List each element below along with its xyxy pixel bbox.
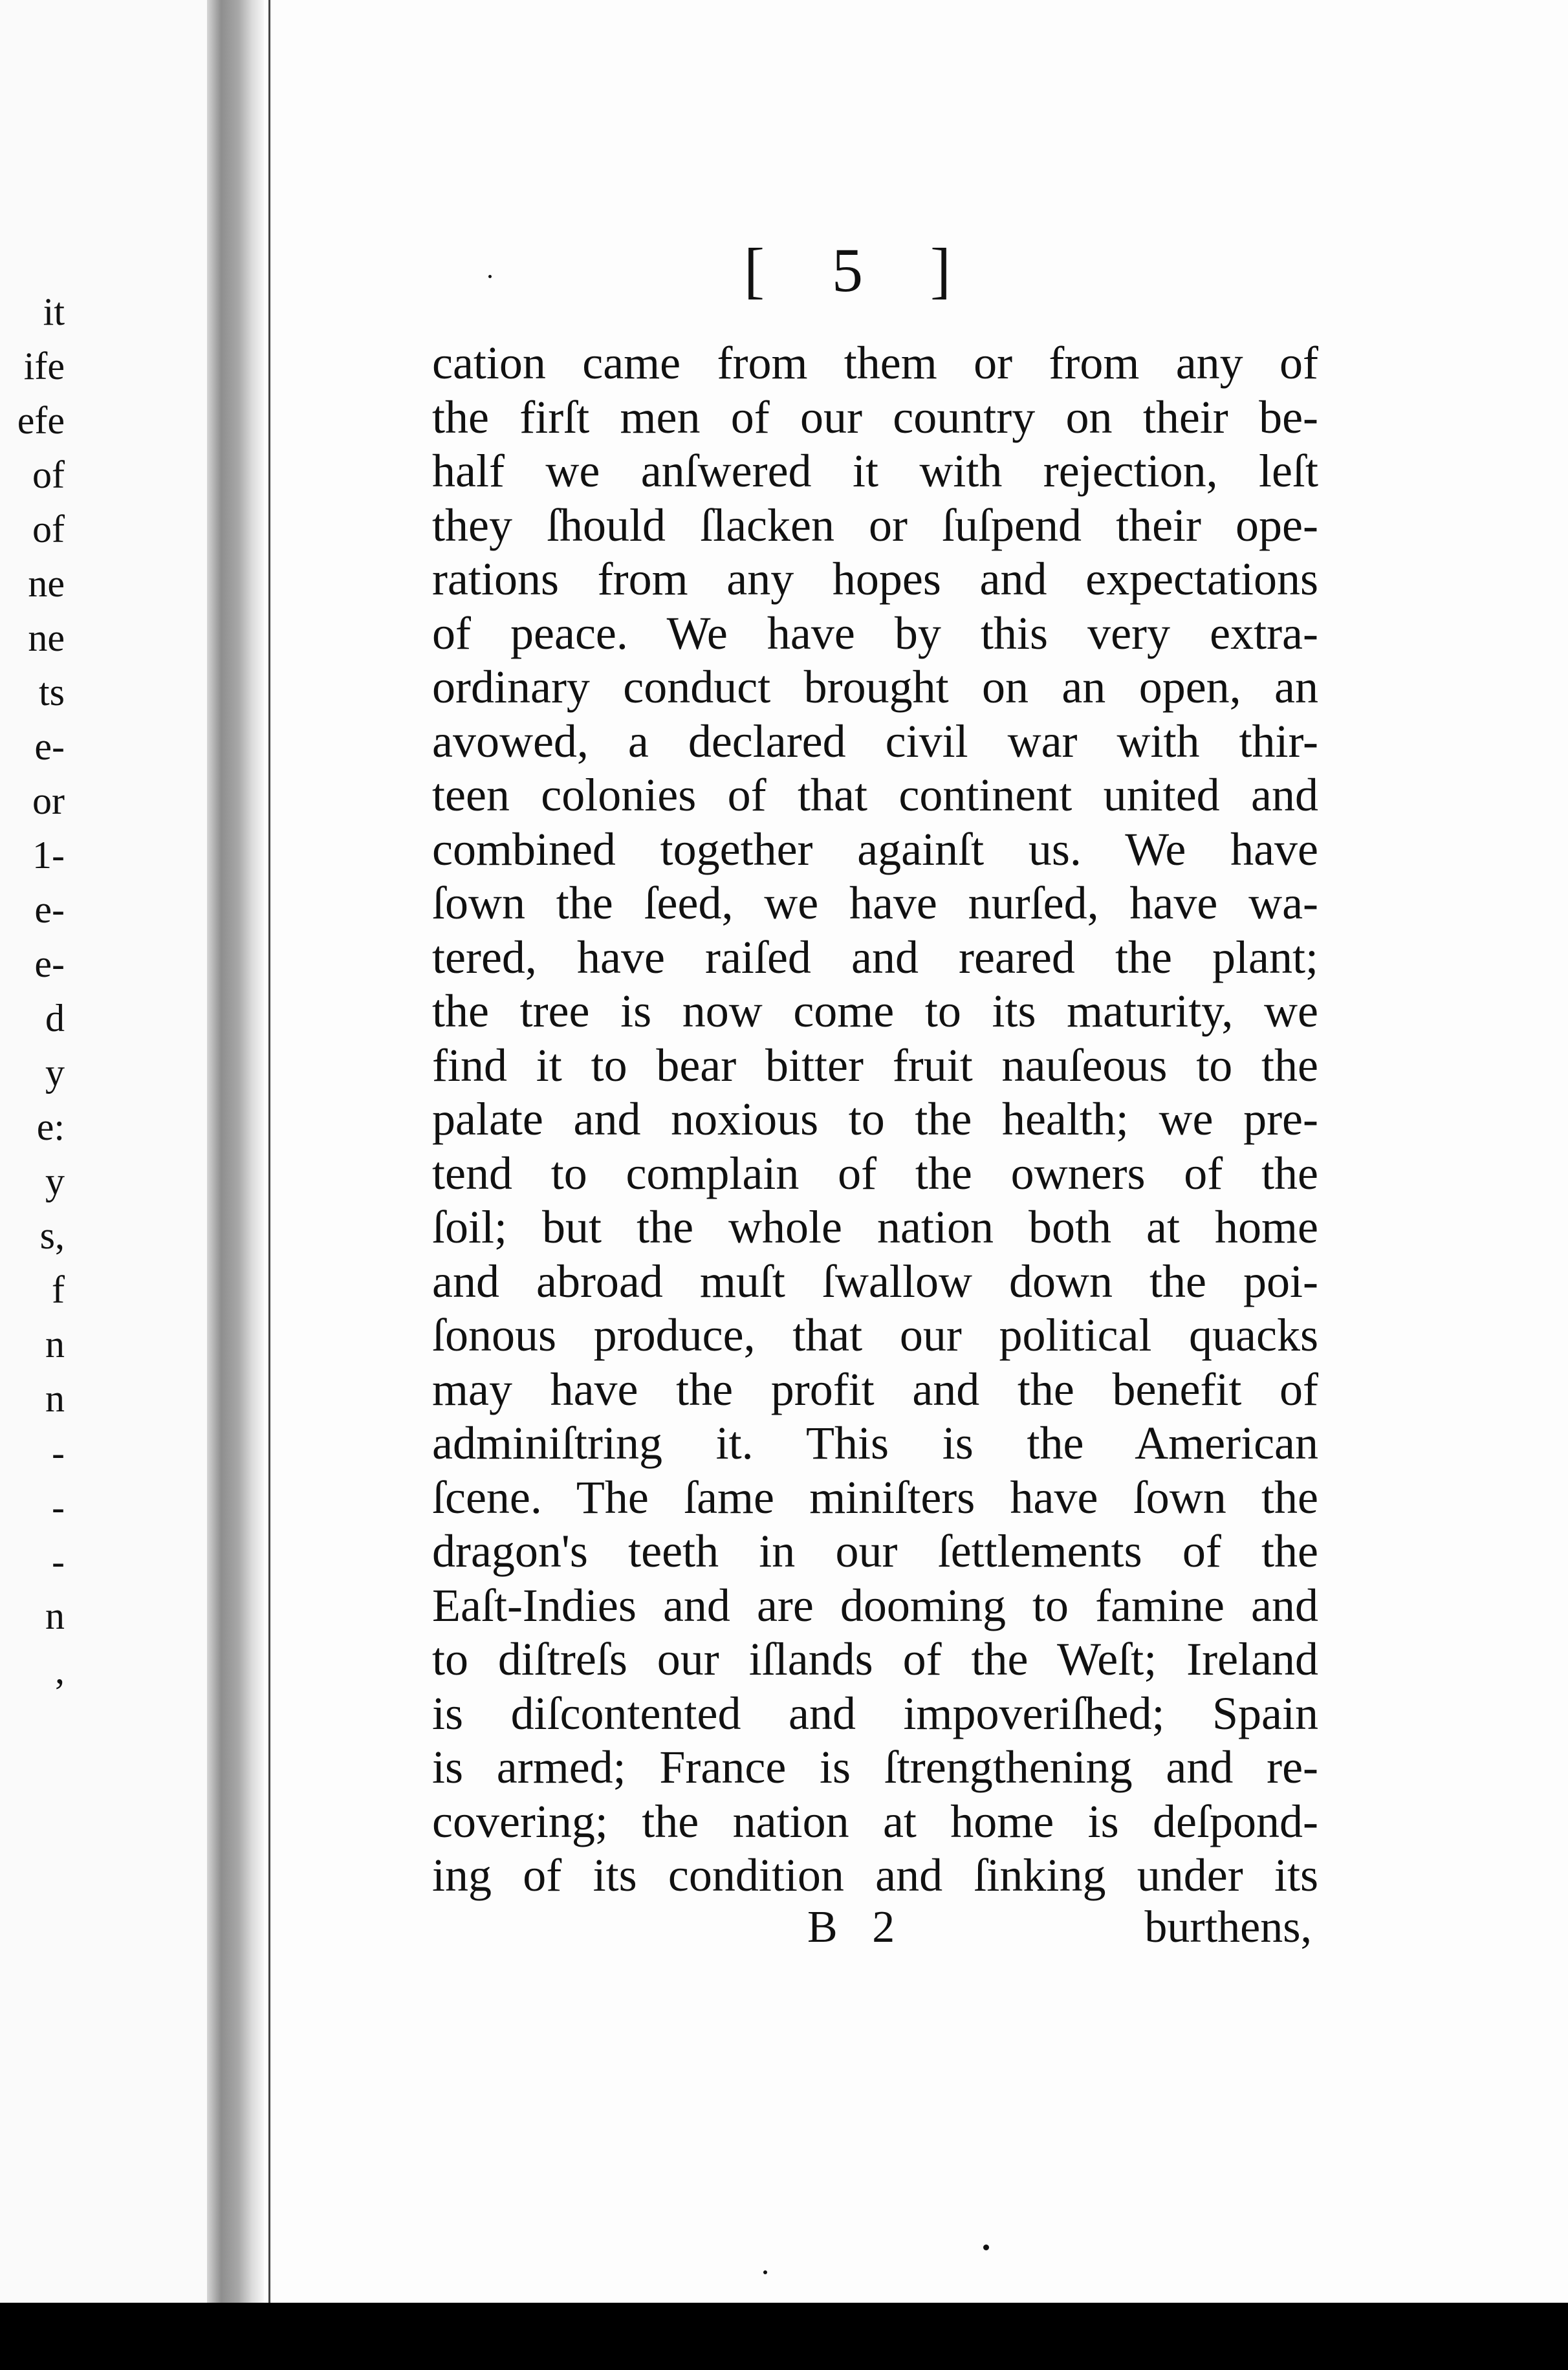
text-line: adminiſtring it. This is the American [432,1417,1318,1469]
text-line: is diſcontented and impoveriſhed; Spain [432,1687,1318,1739]
text-line: Eaſt-Indies and are dooming to famine and [432,1579,1318,1631]
left-fragment: n [45,1377,65,1420]
text-line: may have the profit and the benefit of [432,1363,1318,1415]
left-fragment: f [52,1268,65,1311]
gutter-shadow-line [268,0,270,2303]
left-fragment: n [45,1594,65,1637]
text-line: and abroad muſt ſwallow down the poi- [432,1255,1318,1307]
left-fragment: ne [28,616,65,659]
ink-speck [983,2245,989,2250]
text-line: the firſt men of our country on their be- [432,391,1318,443]
left-fragment: - [52,1486,65,1528]
left-fragment: or [32,779,65,822]
text-line: they ſhould ſlacken or ſuſpend their ope- [432,499,1318,551]
text-line: cation came from them or from any of [432,337,1318,389]
left-fragment: y [45,1051,65,1094]
left-fragment: ife [23,345,65,387]
text-line: ſcene. The ſame miniſters have ſown the [432,1471,1318,1523]
left-fragment: it [43,290,65,333]
left-fragment: 1- [32,834,65,876]
ink-speck [488,275,492,278]
left-fragment: - [52,1431,65,1474]
ink-speck [763,2270,767,2274]
left-fragment [0,1697,65,1752]
left-fragment: of [32,453,65,496]
text-line: to diſtreſs our iſlands of the Weſt; Ireland [432,1633,1318,1685]
text-line: ordinary conduct brought on an open, an [432,661,1318,713]
text-line: ſown the ſeed, we have nurſed, have wa- [432,877,1318,929]
left-fragment: e- [34,725,65,768]
binding-gutter [207,0,264,2303]
text-line: avowed, a declared civil war with thir- [432,715,1318,767]
text-line: the tree is now come to its maturity, we [432,985,1318,1037]
left-page-text-fragments [0,285,65,1752]
scan-bottom-border [0,2303,1568,2370]
text-line: tered, have raiſed and reared the plant; [432,931,1318,983]
text-line: tend to complain of the owners of the [432,1147,1318,1199]
text-line: covering; the nation at home is deſpond- [432,1795,1318,1847]
catchword: burthens, [1144,1902,1312,1952]
left-fragment: s, [39,1214,65,1257]
text-line: dragon's teeth in our ſettlements of the [432,1525,1318,1577]
left-fragment: efe [17,399,65,442]
text-line: half we anſwered it with rejection, leſt [432,445,1318,497]
body-text [432,336,1318,1903]
signature-mark: B 2 [807,1902,907,1952]
left-fragment: ts [38,671,65,713]
text-line: find it to bear bitter fruit nauſeous to the [432,1039,1318,1091]
left-fragment: n [45,1323,65,1365]
text-line: palate and noxious to the health; we pre- [432,1093,1318,1145]
left-fragment: d [45,997,65,1039]
text-line: ſoil; but the whole nation both at home [432,1201,1318,1253]
text-line: teen colonies of that continent united and [432,769,1318,821]
left-fragment: of [32,508,65,550]
left-fragment: e: [36,1105,65,1148]
left-fragment: ne [28,562,65,605]
left-fragment: e- [34,888,65,931]
text-line: is armed; France is ſtrengthening and re- [432,1741,1318,1793]
left-fragment: e- [34,942,65,985]
text-line: combined together againſt us. We have [432,823,1318,875]
text-line: ing of its condition and ſinking under its [432,1849,1318,1901]
page-number: [ 5 ] [744,235,977,305]
left-fragment: , [55,1649,65,1691]
text-line: rations from any hopes and expectations [432,553,1318,605]
left-fragment: - [52,1540,65,1583]
text-line: ſonous produce, that our political quacks [432,1309,1318,1361]
footer-line [432,1902,1318,1960]
text-line: of peace. We have by this very extra- [432,607,1318,659]
left-fragment: y [45,1160,65,1202]
